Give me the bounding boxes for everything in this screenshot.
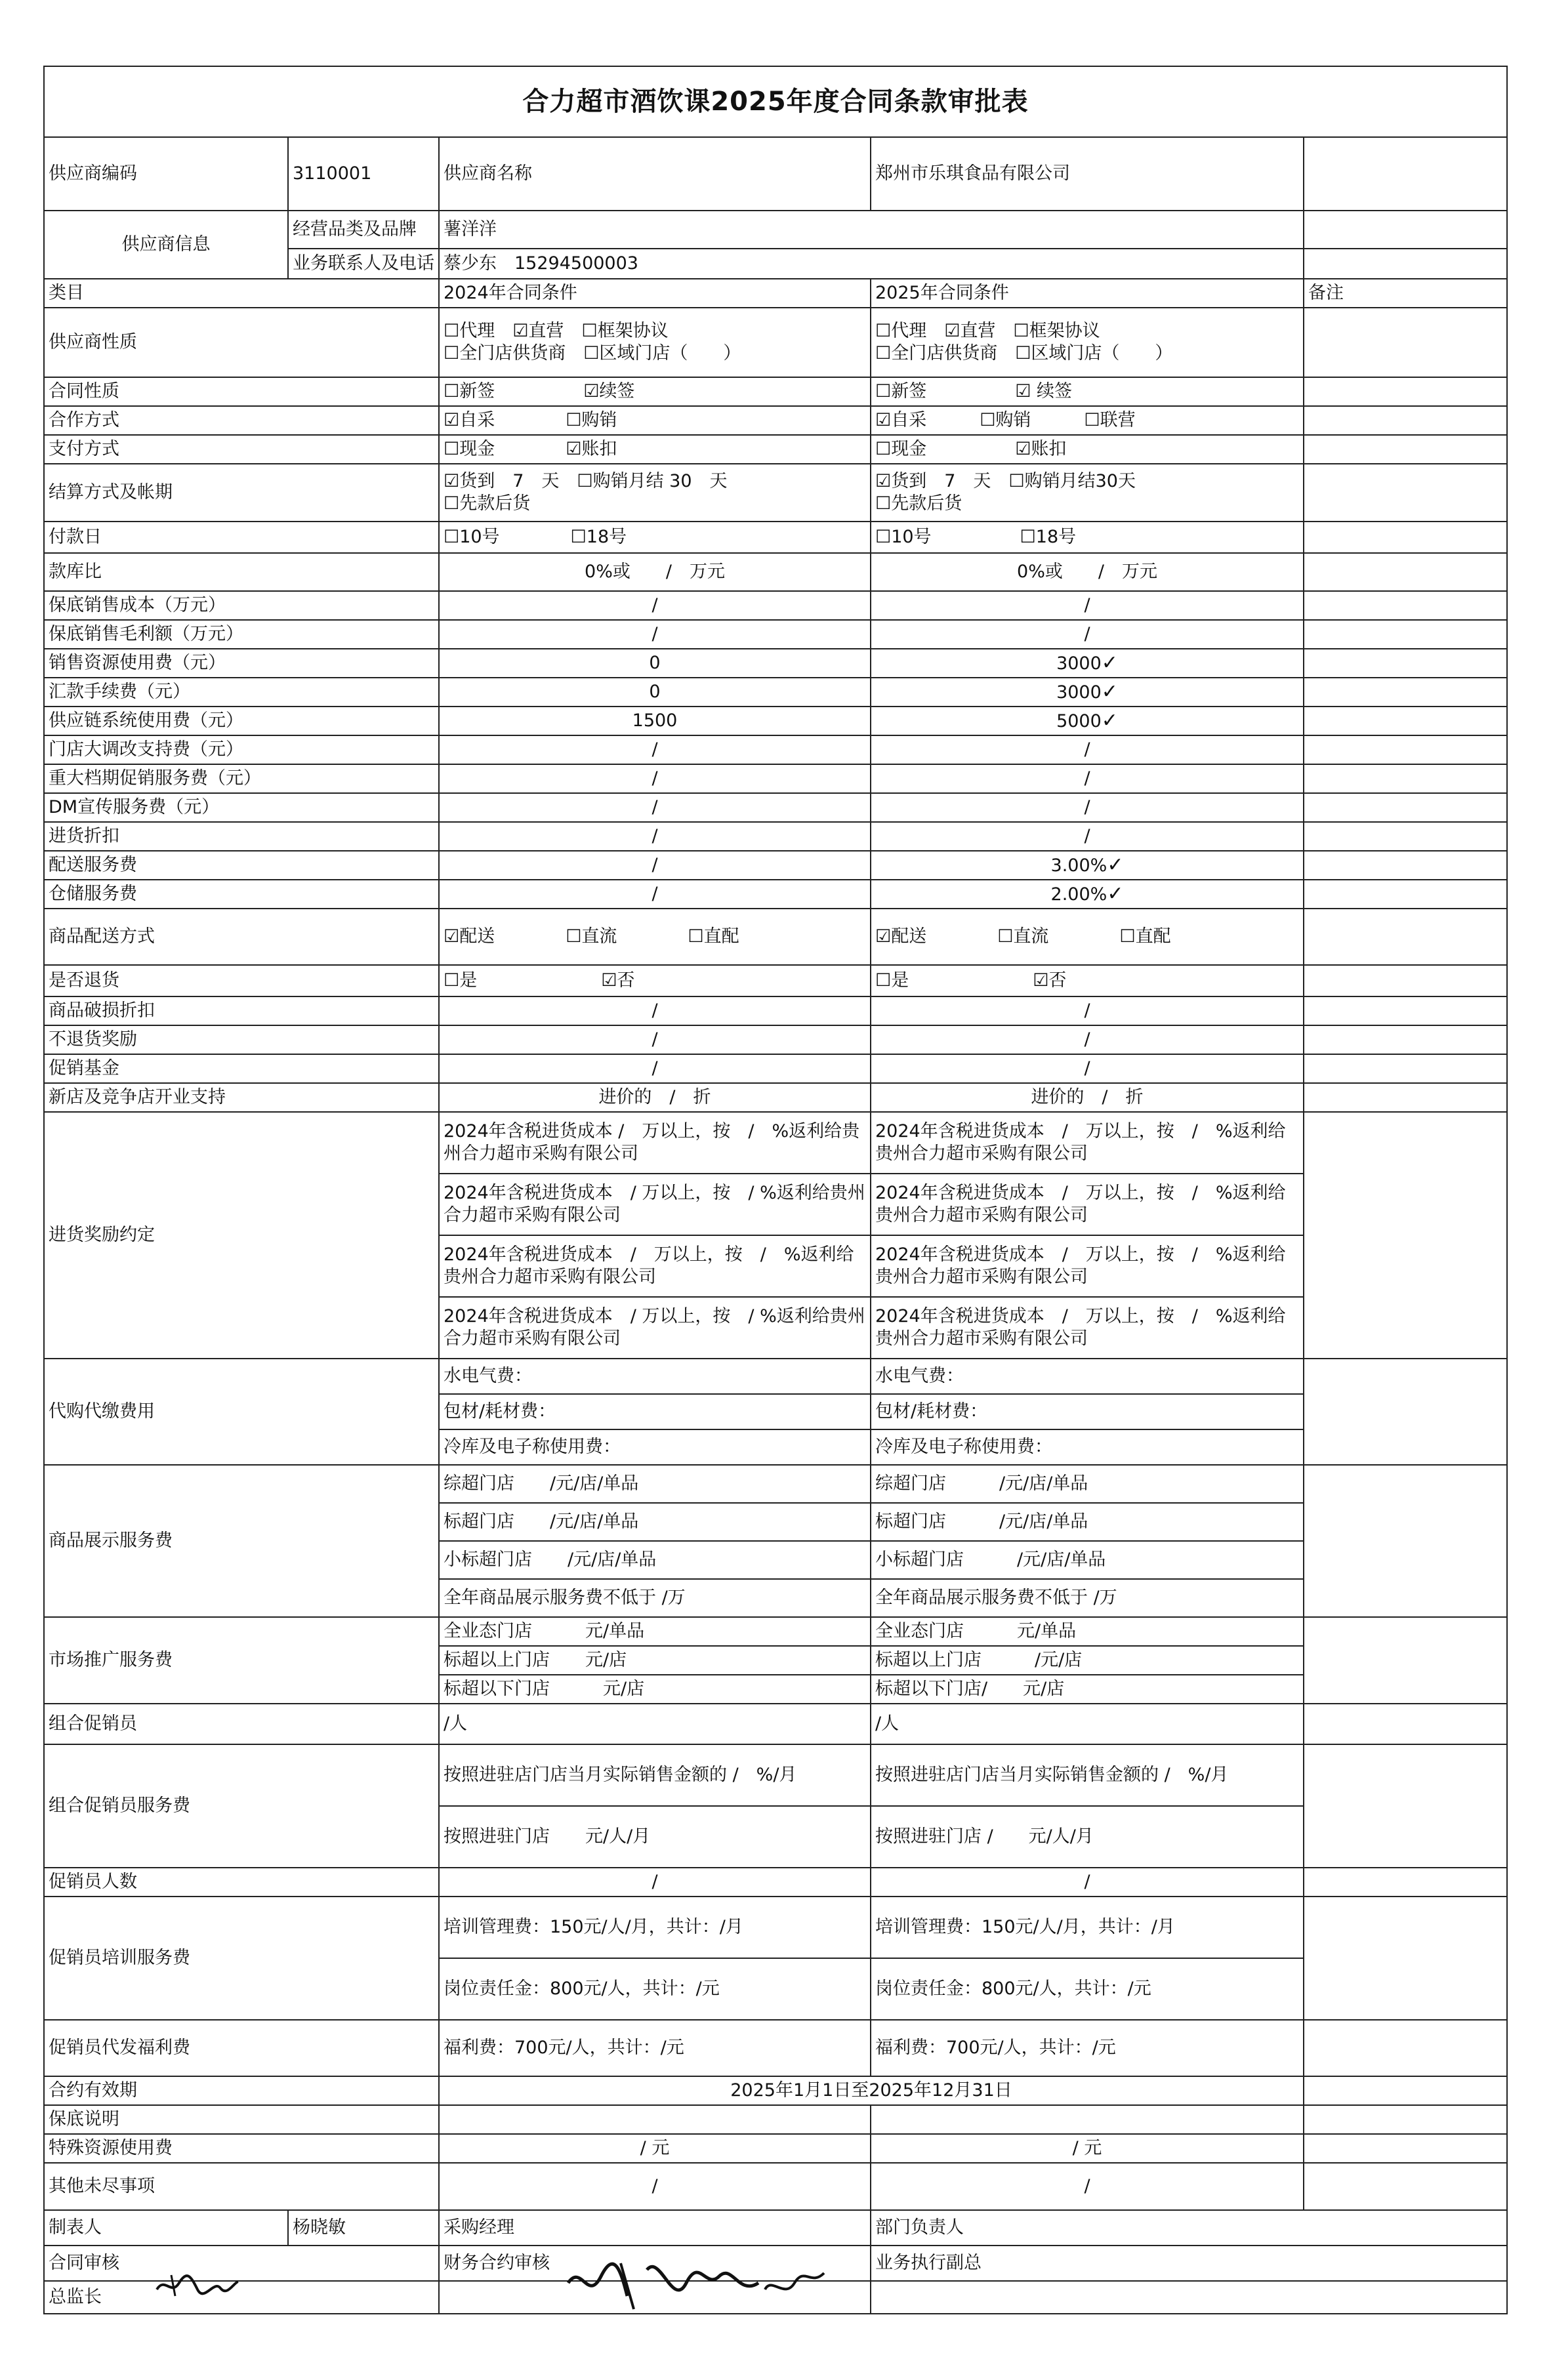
row-label-training: 促销员培训服务费 [44,1897,439,2020]
agency-2024-item: 包材/耗材费： [439,1394,871,1429]
rebate-2025-item: 2024年含税进货成本 / 万以上，按 / %返利给贵州合力超市采购有限公司 [871,1235,1304,1297]
empty-cell [1304,591,1507,620]
review-label: 合同审核 [44,2246,439,2281]
maker-name: 杨晓敏 [288,2210,439,2246]
store-adj-2024: / [439,735,871,764]
empty-cell [871,2105,1304,2134]
row-label-damage: 商品破损折扣 [44,996,439,1025]
agency-2024-item: 水电气费： [439,1359,871,1394]
empty-cell [1304,308,1507,377]
empty-cell [1304,2163,1507,2210]
sales-res-2025 [871,649,1304,678]
dm-2024: / [439,793,871,822]
welfare-2024: 福利费：700元/人，共计：/元 [439,2020,871,2076]
empty-cell [1304,1359,1507,1465]
training-2024-b: 岗位责任金：800元/人，共计：/元 [439,1958,871,2020]
empty-cell [1304,211,1507,249]
agency-2025-item: 水电气费： [871,1359,1304,1394]
row-label-display: 商品展示服务费 [44,1465,439,1617]
training-2025-a: 培训管理费：150元/人/月，共计：/月 [871,1897,1304,1958]
empty-cell [1304,996,1507,1025]
row-label-major-promo: 重大档期促销服务费（元） [44,764,439,793]
row-label-dm: DM宣传服务费（元） [44,793,439,822]
sales-res-2024: 0 [439,649,871,678]
rebate-2025-item: 2024年含税进货成本 / 万以上，按 / %返利给贵州合力超市采购有限公司 [871,1174,1304,1235]
contact-value: 蔡少东 15294500003 [439,249,1304,279]
row-label-pay: 支付方式 [44,435,439,464]
delivery-fee-2025-value: 3.00% [1050,855,1107,876]
empty-cell [1304,1617,1507,1704]
row-label-nature: 供应商性质 [44,308,439,377]
header-2024: 2024年合同条件 [439,279,871,308]
sales-res-2025-value: 3000 [1056,653,1102,674]
row-label-special: 特殊资源使用费 [44,2134,439,2163]
other-2025: / [871,2163,1304,2210]
row-label-combo-fee: 组合促销员服务费 [44,1744,439,1868]
row-label-storage-fee: 仓储服务费 [44,880,439,909]
header-item: 类目 [44,279,439,308]
major-promo-2025: / [871,764,1304,793]
empty-cell [1304,1112,1507,1359]
category-value: 薯洋洋 [439,211,1304,249]
empty-cell [1304,2076,1507,2105]
marketing-2024-item: 标超以上门店 元/店 [439,1646,871,1675]
settle-2025-line1: ☑货到 7 天 ☐购销月结30天 [875,471,1136,491]
empty-cell [1304,1897,1507,2020]
row-label-marketing: 市场推广服务费 [44,1617,439,1704]
row-label-stock-ratio: 款库比 [44,553,439,591]
row-label-supply-sys: 供应链系统使用费（元） [44,707,439,735]
supplier-info-label: 供应商信息 [44,211,288,279]
header-2025: 2025年合同条件 [871,279,1304,308]
settle-2025-line2: ☐先款后货 [875,493,962,514]
row-label-delivery-fee: 配送服务费 [44,851,439,880]
empty-cell [1304,1744,1507,1868]
row-label-min-cost: 保底销售成本（万元） [44,591,439,620]
returns-2025: ☐是 ☑否 [871,965,1304,996]
combo-fee-2025-b: 按照进驻门店 / 元/人/月 [871,1806,1304,1868]
nature-2024-line1: ☐代理 ☑直营 ☐框架协议 [444,321,669,341]
delivery-fee-2025 [871,851,1304,880]
remit-2025 [871,678,1304,707]
other-2024: / [439,2163,871,2210]
row-label-rebate: 进货奖励约定 [44,1112,439,1359]
row-label-no-return: 不退货奖励 [44,1025,439,1054]
pay-2024: ☐现金 ☑账扣 [439,435,871,464]
settle-2025 [871,464,1304,522]
rebate-2024-item: 2024年含税进货成本 / 万以上，按 / %返利给贵州合力超市采购有限公司 [439,1174,871,1235]
row-label-promo-fund: 促销基金 [44,1054,439,1083]
approval-table [43,66,1508,2314]
settle-2024-line2: ☐先款后货 [444,493,531,514]
empty-cell [1304,764,1507,793]
empty-cell [1304,649,1507,678]
form-title: 合力超市酒饮课2025年度合同条款审批表 [44,66,1507,137]
supplier-name-label: 供应商名称 [439,137,871,211]
row-label-coop: 合作方式 [44,406,439,435]
combo-fee-2025-a: 按照进驻店门店当月实际销售金额的 / %/月 [871,1744,1304,1806]
finance-label: 财务合约审核 [439,2246,871,2281]
promo-fund-2024: / [439,1054,871,1083]
nature-2025 [871,308,1304,377]
empty-cell [1304,909,1507,965]
nature-2025-line2: ☐全门店供货商 ☐区域门店（ ） [875,343,1173,363]
min-cost-2025: / [871,591,1304,620]
empty-cell [1304,435,1507,464]
combo-fee-2024-a: 按照进驻店门店当月实际销售金额的 / %/月 [439,1744,871,1806]
combo-staff-2025: /人 [871,1704,1304,1744]
empty-cell [1304,735,1507,764]
empty-cell [1304,1704,1507,1744]
display-2025-item: 小标超门店 /元/店/单品 [871,1541,1304,1579]
empty-cell [1304,620,1507,649]
empty-cell [1304,822,1507,851]
empty-cell [1304,2020,1507,2076]
remit-2025-value: 3000 [1056,682,1102,703]
new-store-2025: 进价的 / 折 [871,1083,1304,1112]
no-return-2025: / [871,1025,1304,1054]
row-label-purchase-discount: 进货折扣 [44,822,439,851]
remit-2024: 0 [439,678,871,707]
display-2024-item: 全年商品展示服务费不低于 /万 [439,1579,871,1617]
empty-cell [1304,137,1507,211]
check-mark-icon: ✓ [1107,882,1124,905]
delivery-mode-2024: ☑配送 ☐直流 ☐直配 [439,909,871,965]
row-label-delivery-mode: 商品配送方式 [44,909,439,965]
check-mark-icon: ✓ [1101,708,1118,732]
empty-cell [1304,553,1507,591]
empty-cell [439,2105,871,2134]
store-adj-2025: / [871,735,1304,764]
new-store-2024: 进价的 / 折 [439,1083,871,1112]
approval-form [43,66,1506,2380]
empty-cell [1304,851,1507,880]
marketing-2025-item: 标超以上门店 /元/店 [871,1646,1304,1675]
display-2024-item: 小标超门店 /元/店/单品 [439,1541,871,1579]
contact-label: 业务联系人及电话 [288,249,439,279]
dm-2025: / [871,793,1304,822]
empty-cell [1304,1054,1507,1083]
staff-count-2024: / [439,1868,871,1897]
combo-fee-2024-b: 按照进驻门店 元/人/月 [439,1806,871,1868]
settle-2024 [439,464,871,522]
buyer-signature [562,2250,837,2316]
row-label-combo-staff: 组合促销员 [44,1704,439,1744]
row-label-settle: 结算方式及帐期 [44,464,439,522]
marketing-2025-item: 全业态门店 元/单品 [871,1617,1304,1646]
min-margin-2025: / [871,620,1304,649]
major-promo-2024: / [439,764,871,793]
empty-cell [871,2281,1507,2314]
empty-cell [1304,965,1507,996]
payday-2024: ☐10号 ☐18号 [439,522,871,553]
empty-cell [1304,377,1507,406]
empty-cell [1304,880,1507,909]
rebate-2025-item: 2024年含税进货成本 / 万以上，按 / %返利给贵州合力超市采购有限公司 [871,1297,1304,1359]
display-2025-item: 综超门店 /元/店/单品 [871,1465,1304,1503]
rebate-2024-item: 2024年含税进货成本 / 万以上，按 / %返利给贵州合力超市采购有限公司 [439,1297,871,1359]
agency-2025-item: 包材/耗材费： [871,1394,1304,1429]
promo-fund-2025: / [871,1054,1304,1083]
contract-type-2024: ☐新签 ☑续签 [439,377,871,406]
display-2024-item: 综超门店 /元/店/单品 [439,1465,871,1503]
pay-2025: ☐现金 ☑账扣 [871,435,1304,464]
min-margin-2024: / [439,620,871,649]
row-label-remit: 汇款手续费（元） [44,678,439,707]
row-label-sales-res: 销售资源使用费（元） [44,649,439,678]
welfare-2025: 福利费：700元/人，共计：/元 [871,2020,1304,2076]
empty-cell [1304,1465,1507,1617]
row-label-guarantee: 保底说明 [44,2105,439,2134]
dept-label: 部门负责人 [871,2210,1507,2246]
rebate-2024-item: 2024年含税进货成本 / 万以上，按 / %返利给贵州合力超市采购有限公司 [439,1235,871,1297]
settle-2024-line1: ☑货到 7 天 ☐购销月结 30 天 [444,471,728,491]
combo-staff-2024: /人 [439,1704,871,1744]
contract-type-2025: ☐新签 ☑ 续签 [871,377,1304,406]
row-label-returns: 是否退货 [44,965,439,996]
coop-2025: ☑自采 ☐购销 ☐联营 [871,406,1304,435]
empty-cell [1304,2105,1507,2134]
damage-2025: / [871,996,1304,1025]
row-label-contract-type: 合同性质 [44,377,439,406]
purchase-discount-2024: / [439,822,871,851]
supplier-name: 郑州市乐琪食品有限公司 [871,137,1304,211]
no-return-2024: / [439,1025,871,1054]
row-label-valid: 合约有效期 [44,2076,439,2105]
empty-cell [1304,2134,1507,2163]
damage-2024: / [439,996,871,1025]
returns-2024: ☐是 ☑否 [439,965,871,996]
storage-fee-2025 [871,880,1304,909]
agency-2024-item: 冷库及电子称使用费： [439,1429,871,1465]
rebate-2024-item: 2024年含税进货成本 / 万以上，按 / %返利给贵州合力超市采购有限公司 [439,1112,871,1174]
stock-ratio-2024: 0%或 / 万元 [439,553,871,591]
empty-cell [1304,707,1507,735]
vp-label: 业务执行副总 [871,2246,1507,2281]
empty-cell [1304,1868,1507,1897]
nature-2024 [439,308,871,377]
empty-cell [1304,249,1507,279]
display-2025-item: 标超门店 /元/店/单品 [871,1503,1304,1541]
row-label-payday: 付款日 [44,522,439,553]
check-mark-icon: ✓ [1101,680,1118,703]
staff-count-2025: / [871,1868,1304,1897]
rebate-2025-item: 2024年含税进货成本 / 万以上，按 / %返利给贵州合力超市采购有限公司 [871,1112,1304,1174]
empty-cell [1304,406,1507,435]
empty-cell [1304,522,1507,553]
supplier-code-label: 供应商编码 [44,137,288,211]
nature-2025-line1: ☐代理 ☑直营 ☐框架协议 [875,321,1100,341]
payday-2025: ☐10号 ☐18号 [871,522,1304,553]
empty-cell [1304,1083,1507,1112]
valid-period: 2025年1月1日至2025年12月31日 [439,2076,1304,2105]
maker-label: 制表人 [44,2210,288,2246]
nature-2024-line2: ☐全门店供货商 ☐区域门店（ ） [444,343,741,363]
empty-cell [1304,793,1507,822]
row-label-min-margin: 保底销售毛利额（万元） [44,620,439,649]
delivery-fee-2024: / [439,851,871,880]
empty-cell [1304,678,1507,707]
row-label-new-store: 新店及竞争店开业支持 [44,1083,439,1112]
supply-sys-2025 [871,707,1304,735]
row-label-store-adj: 门店大调改支持费（元） [44,735,439,764]
agency-2025-item: 冷库及电子称使用费： [871,1429,1304,1465]
row-label-welfare: 促销员代发福利费 [44,2020,439,2076]
maker-signature [152,2270,243,2303]
row-label-agency: 代购代缴费用 [44,1359,439,1465]
display-2025-item: 全年商品展示服务费不低于 /万 [871,1579,1304,1617]
training-2025-b: 岗位责任金：800元/人，共计：/元 [871,1958,1304,2020]
delivery-mode-2025: ☑配送 ☐直流 ☐直配 [871,909,1304,965]
row-label-staff-count: 促销员人数 [44,1868,439,1897]
empty-cell [1304,1025,1507,1054]
empty-cell [1304,464,1507,522]
storage-fee-2025-value: 2.00% [1050,884,1107,905]
header-note: 备注 [1304,279,1507,308]
training-2024-a: 培训管理费：150元/人/月，共计：/月 [439,1897,871,1958]
check-mark-icon: ✓ [1101,651,1118,674]
special-2024: / 元 [439,2134,871,2163]
category-label: 经营品类及品牌 [288,211,439,249]
min-cost-2024: / [439,591,871,620]
special-2025: / 元 [871,2134,1304,2163]
check-mark-icon: ✓ [1107,853,1124,876]
marketing-2024-item: 全业态门店 元/单品 [439,1617,871,1646]
buyer-label: 采购经理 [439,2210,871,2246]
supply-sys-2024: 1500 [439,707,871,735]
coop-2024: ☑自采 ☐购销 [439,406,871,435]
supply-sys-2025-value: 5000 [1056,710,1102,731]
marketing-2024-item: 标超以下门店 元/店 [439,1675,871,1704]
display-2024-item: 标超门店 /元/店/单品 [439,1503,871,1541]
row-label-other: 其他未尽事项 [44,2163,439,2210]
purchase-discount-2025: / [871,822,1304,851]
director-label: 总监长 [44,2281,439,2314]
stock-ratio-2025: 0%或 / 万元 [871,553,1304,591]
storage-fee-2024: / [439,880,871,909]
marketing-2025-item: 标超以下门店/ 元/店 [871,1675,1304,1704]
supplier-code: 3110001 [288,137,439,211]
